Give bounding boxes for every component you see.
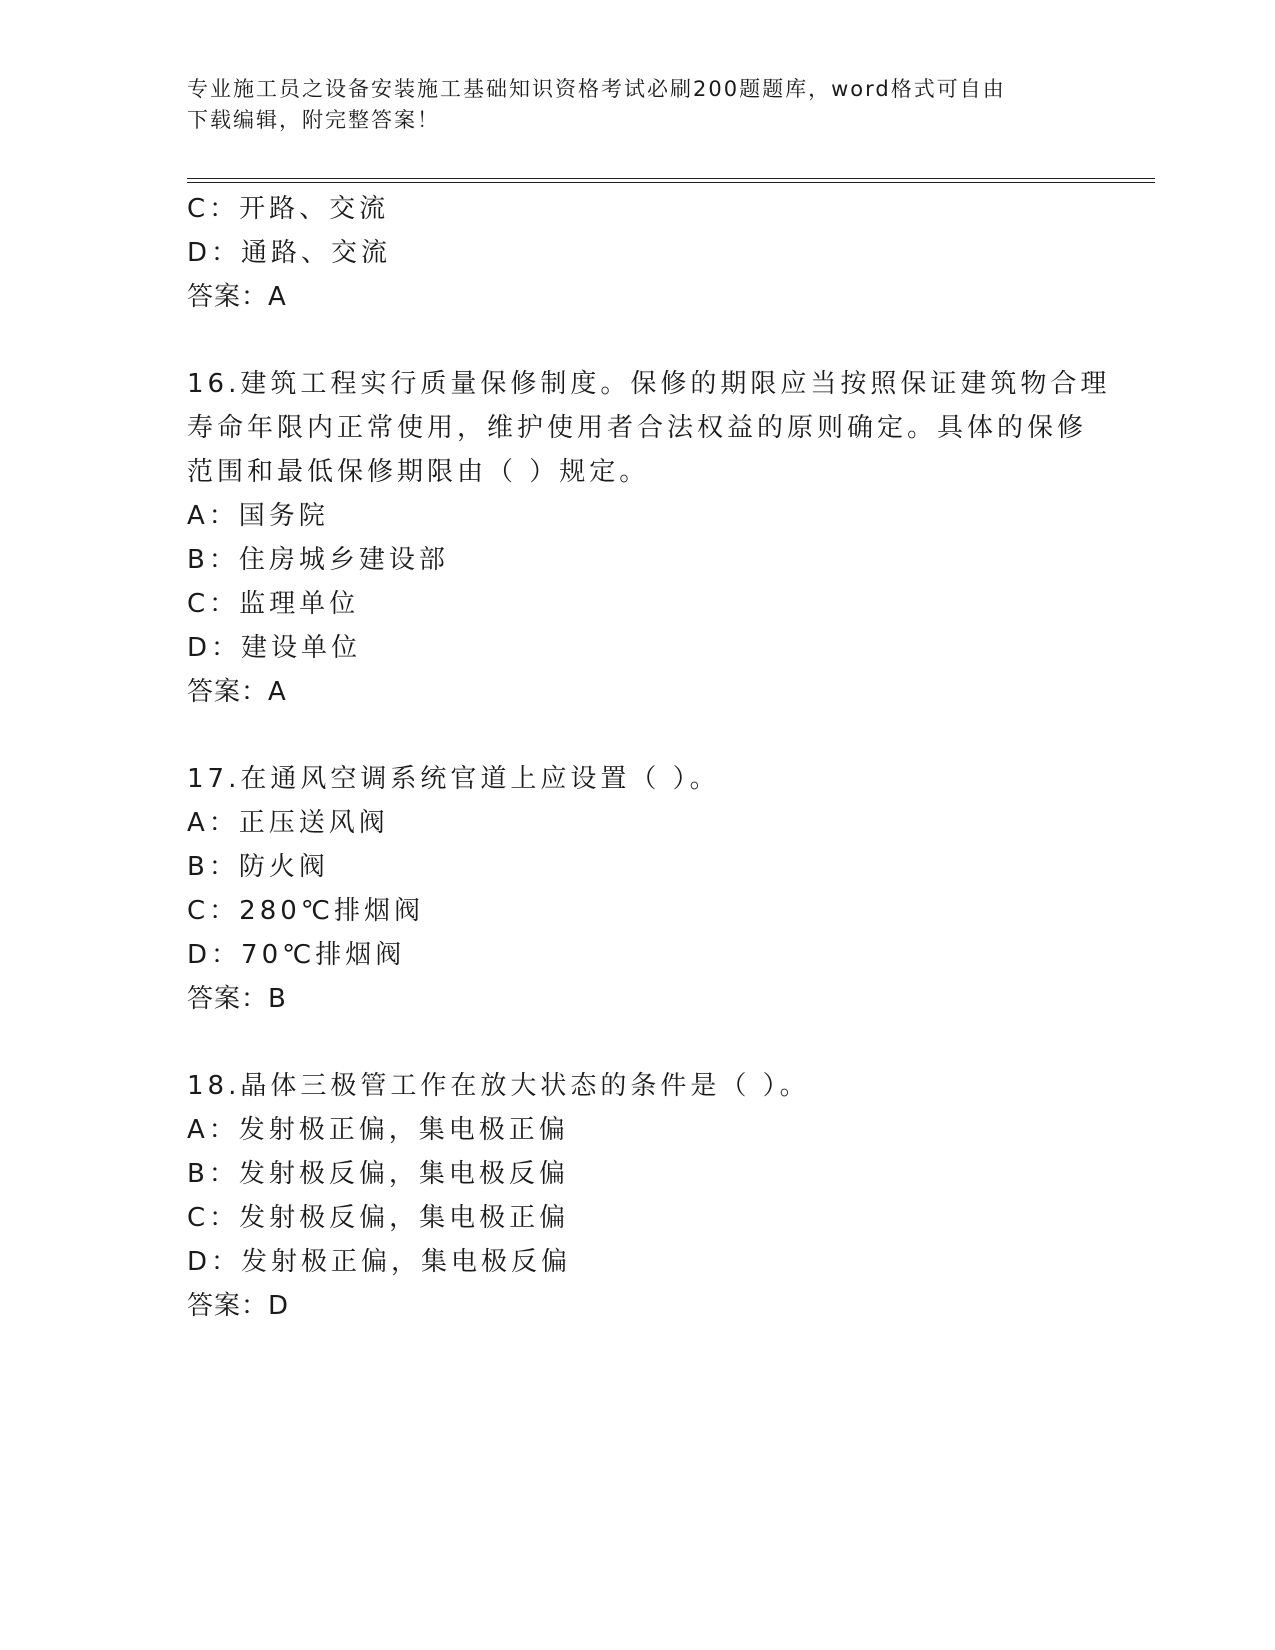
q18-stem: 18.晶体三极管工作在放大状态的条件是（ ）。 [187, 1071, 810, 1101]
q17-option-b: B：防火阀 [187, 852, 329, 882]
q16-answer: 答案：A [187, 677, 287, 707]
q16-option-b: B：住房城乡建设部 [187, 545, 449, 575]
header-line-2: 下载编辑，附完整答案！ [187, 108, 440, 132]
page-header [187, 74, 1067, 136]
q17-stem: 17.在通风空调系统官道上应设置（ ）。 [187, 764, 720, 794]
q18-option-d: D：发射极正偏，集电极反偏 [187, 1247, 572, 1277]
q16-stem-line-2: 寿命年限内正常使用，维护使用者合法权益的原则确定。具体的保修 [187, 413, 1088, 443]
header-divider-bottom [187, 182, 1155, 183]
q18-option-c: C：发射极反偏，集电极正偏 [187, 1203, 570, 1233]
q16-stem-line-3: 范围和最低保修期限由（ ）规定。 [187, 457, 650, 487]
prev-answer: 答案：A [187, 282, 287, 312]
q16-option-d: D：建设单位 [187, 633, 362, 663]
q16-stem-line-1: 16.建筑工程实行质量保修制度。保修的期限应当按照保证建筑物合理 [187, 369, 1111, 399]
q16-option-c: C：监理单位 [187, 589, 360, 619]
q17-option-a: A：正压送风阀 [187, 808, 389, 838]
q17-answer: 答案：B [187, 984, 287, 1014]
prev-option-d: D：通路、交流 [187, 238, 392, 268]
q18-option-a: A：发射极正偏，集电极正偏 [187, 1115, 569, 1145]
q17-option-d: D：70℃排烟阀 [187, 940, 406, 970]
q16-option-a: A：国务院 [187, 501, 329, 531]
prev-option-c: C：开路、交流 [187, 194, 390, 224]
header-divider-top [187, 178, 1155, 179]
q18-option-b: B：发射极反偏，集电极反偏 [187, 1159, 569, 1189]
header-line-1: 专业施工员之设备安装施工基础知识资格考试必刷200题题库，word格式可自由 [187, 77, 1006, 101]
q18-answer: 答案：D [187, 1291, 290, 1321]
q17-option-c: C：280℃排烟阀 [187, 896, 424, 926]
